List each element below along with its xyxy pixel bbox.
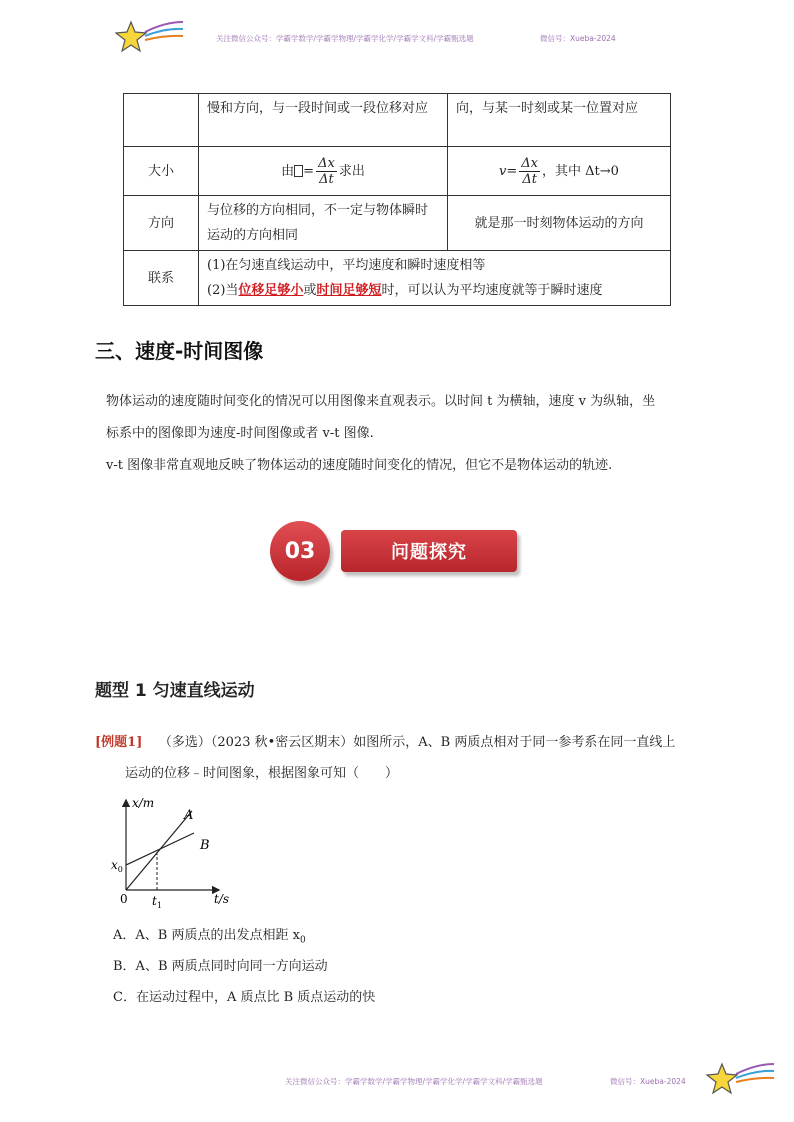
row-label-magnitude: 大小 xyxy=(124,147,199,196)
formula-text: 求出 xyxy=(338,163,365,179)
row-label-relation: 联系 xyxy=(124,251,199,306)
example-tag: [例题1] xyxy=(95,735,143,750)
header-wechat-id: 微信号：Xueba-2024 xyxy=(540,34,616,43)
line-a-label: A xyxy=(184,808,194,823)
text: 时，可以认为平均速度就等于瞬时速度 xyxy=(381,283,603,298)
star-logo-icon xyxy=(115,18,187,58)
highlight-text: 时间足够短 xyxy=(316,283,382,298)
x0-main: x xyxy=(111,858,118,872)
table-row xyxy=(124,251,671,306)
text: 或 xyxy=(303,283,317,298)
line-b xyxy=(126,833,194,865)
average-velocity-formula xyxy=(199,147,448,196)
t1-main: t xyxy=(152,894,157,908)
fraction-denominator: Δt xyxy=(319,171,334,187)
fraction xyxy=(316,156,337,187)
line-a xyxy=(126,811,192,890)
footer-wechat-id: 微信号：Xueba-2024 xyxy=(610,1077,686,1086)
section-banner: 问题探究 xyxy=(341,530,517,572)
question-type-title: 题型 1 匀速直线运动 xyxy=(95,681,255,701)
table-cell: 慢和方向，与一段时间或一段位移对应 xyxy=(199,94,448,147)
highlight-text: 位移足够小 xyxy=(238,283,304,298)
star-logo-icon xyxy=(706,1060,778,1098)
section-number-badge: 03 xyxy=(270,521,330,581)
table-cell xyxy=(124,94,199,147)
formula-text: ，其中 Δt→0 xyxy=(542,163,619,179)
displacement-time-graph xyxy=(108,795,248,913)
t1-label xyxy=(152,894,162,910)
header-follow-text: 关注微信公众号：学霸学数学/学霸学物理/学霸学化学/学霸学文科/学霸甄选题 xyxy=(216,34,474,43)
table-row xyxy=(124,94,671,147)
section-title: 三、速度-时间图像 xyxy=(95,339,264,363)
option-b[interactable]: B．A、B 两质点同时向同一方向运动 xyxy=(113,959,328,974)
x0-subscript: 0 xyxy=(117,865,123,874)
table-cell: 与位移的方向相同，不一定与物体瞬时运动的方向相同 xyxy=(199,196,448,251)
x-axis-label: t/s xyxy=(214,892,230,906)
t1-subscript: 1 xyxy=(156,901,162,910)
line-b-label: B xyxy=(200,838,210,853)
y-axis-label: x/m xyxy=(132,796,155,810)
v-bar-box-icon xyxy=(294,165,303,177)
relation-cell xyxy=(199,251,671,306)
instant-velocity-formula xyxy=(448,147,671,196)
formula-text: v xyxy=(499,163,507,179)
row-label-direction: 方向 xyxy=(124,196,199,251)
origin-label: 0 xyxy=(120,892,128,906)
table-row xyxy=(124,147,671,196)
paragraph: v-t 图像非常直观地反映了物体运动的速度随时间变化的情况，但它不是物体运动的轨迹. xyxy=(106,458,613,473)
table-row xyxy=(124,196,671,251)
example-text: （多选）（2023 秋•密云区期末）如图所示，A、B 两质点相对于同一参考系在同一直线上 xyxy=(158,735,676,750)
text: (2)当 xyxy=(207,283,239,298)
table-cell: 向，与某一时刻或某一位置对应 xyxy=(448,94,671,147)
formula-text: = xyxy=(506,163,518,179)
velocity-comparison-table xyxy=(123,93,671,306)
fraction-numerator: Δx xyxy=(521,155,539,171)
x0-label xyxy=(111,858,123,874)
formula-text: 由 xyxy=(281,163,295,179)
footer-follow-text: 关注微信公众号：学霸学数学/学霸学物理/学霸学化学/学霸学文科/学霸甄选题 xyxy=(285,1077,543,1086)
option-a[interactable] xyxy=(113,922,306,955)
fraction xyxy=(519,156,540,187)
example-line-2: 运动的位移﹣时间图象，根据图象可知（ ） xyxy=(125,766,399,781)
paragraph: 标系中的图像即为速度-时间图像或者 v-t 图像. xyxy=(106,426,374,441)
fraction-denominator: Δt xyxy=(522,171,537,187)
relation-line-2 xyxy=(207,278,662,303)
option-subscript: 0 xyxy=(299,935,306,946)
formula-text: = xyxy=(303,163,315,179)
table-cell: 就是那一时刻物体运动的方向 xyxy=(448,196,671,251)
paragraph: 物体运动的速度随时间变化的情况可以用图像来直观表示。以时间 t 为横轴，速度 v 为纵轴，坐 xyxy=(106,394,656,409)
fraction-numerator: Δx xyxy=(318,155,335,171)
option-c[interactable]: C．在运动过程中，A 质点比 B 质点运动的快 xyxy=(113,990,376,1005)
example-line-1 xyxy=(95,729,675,757)
relation-line-1: (1)在匀速直线运动中，平均速度和瞬时速度相等 xyxy=(207,258,486,273)
option-text: A．A、B 两质点的出发点相距 x xyxy=(113,928,300,943)
